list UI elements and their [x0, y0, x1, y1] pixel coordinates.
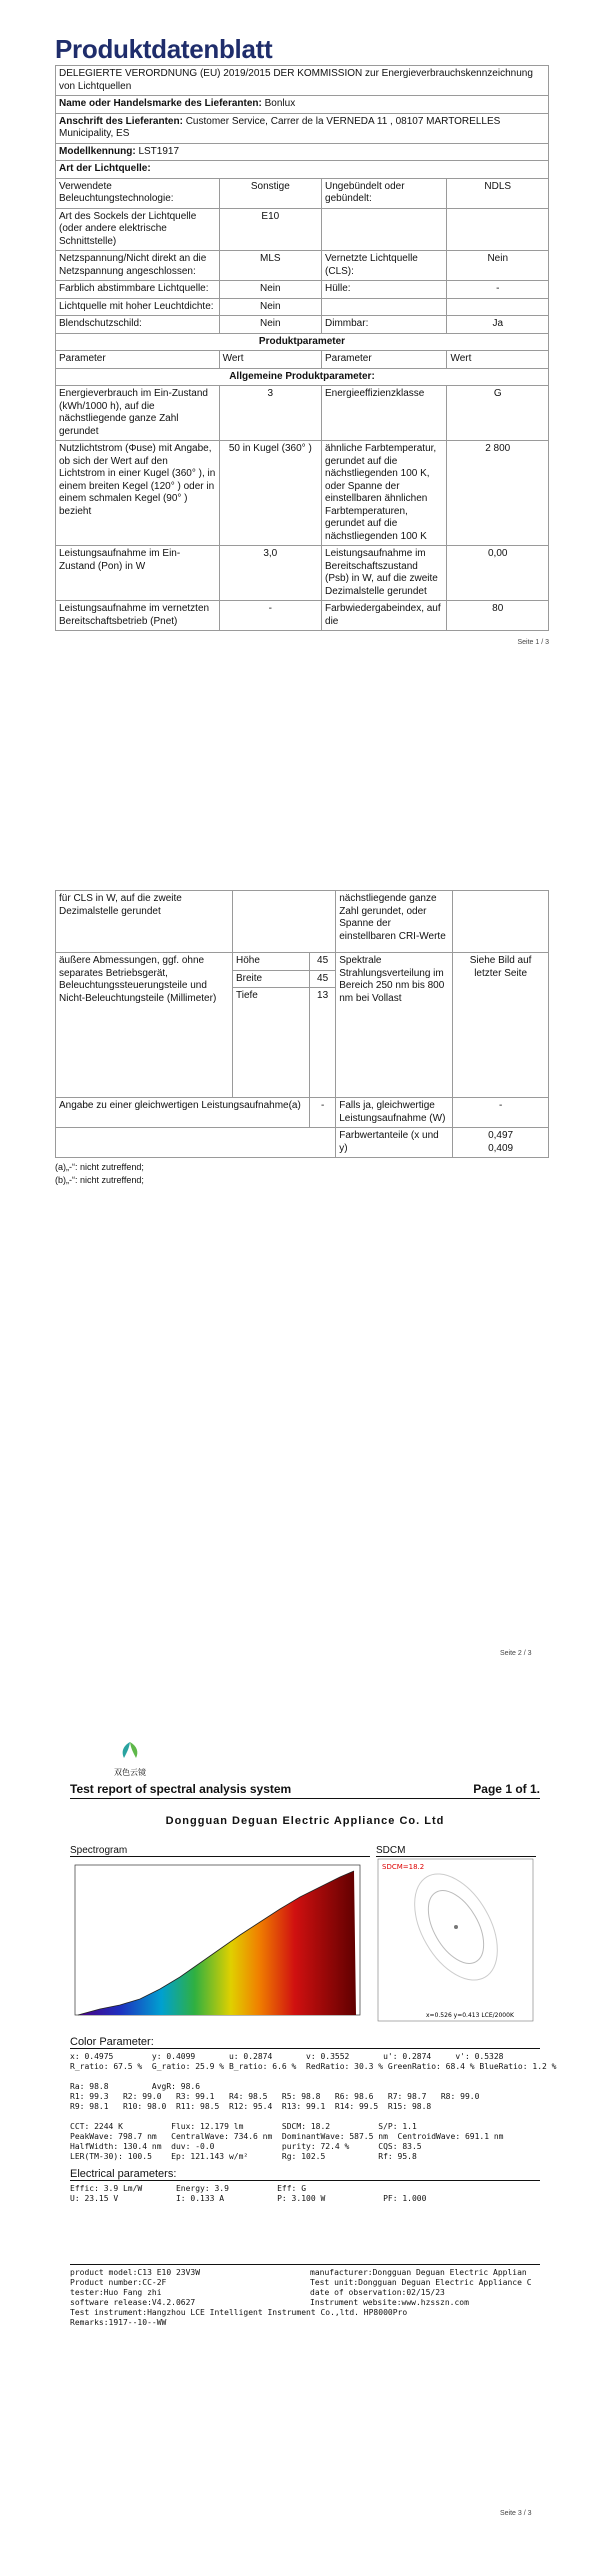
param-cell: ähnliche Farbtemperatur, gerundet auf die nächstliegenden 100 K, oder Spanne der einstellbaren ähnlichen Farbtemperaturen, gerundet auf die nächstliegenden 100 K [322, 441, 447, 546]
footer-right-line: date of observation:02/15/23 [310, 2288, 445, 2297]
page-of: Page 1 of 1. [473, 1782, 540, 1796]
regulation-text: DELEGIERTE VERORDNUNG (EU) 2019/2015 DER KOMMISSION zur Energieverbrauchskennzeichnung von Lichtquellen [56, 66, 549, 96]
page-3 [70, 1740, 557, 2328]
spectral-label: Spektrale Strahlungsverteilung im Bereich 250 nm bis 800 nm bei Vollast [336, 953, 453, 1098]
dim-value: 13 [310, 988, 336, 1098]
type-label: Art der Lichtquelle: [56, 161, 549, 179]
dim-value: 45 [310, 970, 336, 988]
type-cell: Verwendete Beleuchtungstechnologie: [56, 178, 220, 208]
footer-left-line: Product number:CC-2F [70, 2278, 167, 2287]
color-param-line: HalfWidth: 130.4 nm duv: -0.0 purity: 72.4 % CQS: 83.5 [70, 2142, 422, 2151]
footer-right-line: Test unit:Dongguan Deguan Electric Appliance C [310, 2278, 532, 2287]
footer-left-line: Test instrument:Hangzhou LCE Intelligent Instrument Co.,ltd. HP8000Pro [70, 2308, 408, 2317]
type-cell: Blendschutzschild: [56, 316, 220, 334]
note-a: (a)„-“: nicht zutreffend; [55, 1162, 144, 1172]
param-cell: 80 [447, 601, 549, 631]
page-2 [55, 890, 549, 1187]
param-cell: - [219, 601, 321, 631]
footer-right-line: Instrument website:www.hzsszn.com [310, 2298, 469, 2307]
supplier-address-label: Anschrift des Lieferanten: [59, 115, 183, 127]
footer-left-line: software release:V4.2.0627 [70, 2298, 196, 2307]
type-cell: Ungebündelt oder gebündelt: [322, 178, 447, 208]
page-title: Produktdatenblatt [55, 34, 273, 64]
type-cell [447, 298, 549, 316]
type-cell: - [447, 281, 549, 299]
color-param-line: R1: 99.3 R2: 99.0 R3: 99.1 R4: 98.5 R5: 98.8 R6: 98.6 R7: 98.7 R8: 99.0 [70, 2092, 480, 2101]
footer-left-line: tester:Huo Fang zhi [70, 2288, 162, 2297]
color-param-line: CCT: 2244 K Flux: 12.179 lm SDCM: 18.2 S/P: 1.1 [70, 2122, 417, 2131]
param-cell: Farbwiedergabeindex, auf die [322, 601, 447, 631]
type-cell: Hülle: [322, 281, 447, 299]
param-cell: G [447, 386, 549, 441]
report-title: Test report of spectral analysis system [70, 1782, 292, 1796]
supplier-name: Bonlux [264, 98, 296, 109]
type-cell: Sonstige [219, 178, 321, 208]
color-param-line [70, 2072, 540, 2082]
col-header: Wert [219, 351, 321, 369]
yes-power-label: Falls ja, gleichwertige Leistungsaufnahme (W) [336, 1098, 453, 1128]
type-cell: Lichtquelle mit hoher Leuchtdichte: [56, 298, 220, 316]
param-cell: Leistungsaufnahme im Bereitschaftszustand (Psb) in W, auf die zweite Dezimalstelle gerundet [322, 546, 447, 601]
color-param-line: R_ratio: 67.5 % G_ratio: 25.9 % B_ratio: 6.6 % RedRatio: 30.3 % GreenRatio: 68.4 % BlueRatio: 1.2 % [70, 2062, 557, 2071]
company-name: Dongguan Deguan Electric Appliance Co. Ltd [165, 1815, 445, 1827]
sdcm-footer: x=0.526 y=0.413 LCE/2000K [426, 2012, 514, 2019]
type-cell: Farblich abstimmbare Lichtquelle: [56, 281, 220, 299]
footer-left-line: Remarks:1917--10--WW [70, 2318, 167, 2327]
model-label: Modellkennung: [59, 145, 136, 157]
color-param-line: LER(TM-30): 100.5 Ep: 121.143 w/m² Rg: 102.5 Rf: 95.8 [70, 2152, 417, 2161]
logo-text: 双色云镜 [114, 1768, 146, 1777]
page-number: Seite 2 / 3 [500, 1650, 532, 1657]
page-number: Seite 1 / 3 [517, 639, 549, 646]
page-number: Seite 3 / 3 [500, 2510, 532, 2517]
elec-param-line: U: 23.15 V I: 0.133 A P: 3.100 W PF: 1.000 [70, 2194, 427, 2203]
datasheet-table [55, 65, 549, 631]
chroma-value: 0,497 0,409 [453, 1128, 549, 1158]
type-cell [322, 298, 447, 316]
type-cell: E10 [219, 208, 321, 251]
cont-right: nächstliegende ganze Zahl gerundet, oder Spanne der einstellbaren CRI-Werte [336, 891, 453, 953]
logo-icon [115, 1740, 145, 1762]
company-logo [100, 1740, 160, 1778]
yes-power-value: - [453, 1098, 549, 1128]
col-header: Wert [447, 351, 549, 369]
type-cell: Art des Sockels der Lichtquelle (oder andere elektrische Schnittstelle) [56, 208, 220, 251]
supplier-address: Customer Service, Carrer de la VERNEDA 11 , 08107 MARTORELLES Municipality, ES [59, 115, 501, 139]
footer-left-line: product model:C13 E10 23V3W [70, 2268, 201, 2277]
dim-label: Breite [233, 970, 310, 988]
type-cell: Nein [447, 251, 549, 281]
outer-dims-label: äußere Abmessungen, ggf. ohne separates Betriebsgerät, Beleuchtungssteuerungsteile und Nicht-Beleuchtungsteile (Millimeter) [56, 953, 233, 1098]
param-cell: 3,0 [219, 546, 321, 601]
param-cell: Energieverbrauch im Ein-Zustand (kWh/1000 h), auf die nächstliegende ganze Zahl gerundet [56, 386, 220, 441]
type-cell [447, 208, 549, 251]
type-cell: Netzspannung/Nicht direkt an die Netzspannung angeschlossen: [56, 251, 220, 281]
color-param-line: PeakWave: 798.7 nm CentralWave: 734.6 nm DominantWave: 587.5 nm CentroidWave: 691.1 nm [70, 2132, 504, 2141]
type-cell: MLS [219, 251, 321, 281]
col-header: Parameter [322, 351, 447, 369]
col-header: Parameter [56, 351, 220, 369]
dim-label: Höhe [233, 953, 310, 971]
spectral-value: Siehe Bild auf letzter Seite [453, 953, 549, 1098]
param-cell: 2 800 [447, 441, 549, 546]
elec-param-line: Effic: 3.9 Lm/W Energy: 3.9 Eff: G [70, 2184, 307, 2193]
param-cell: 0,00 [447, 546, 549, 601]
cont-left: für CLS in W, auf die zweite Dezimalstelle gerundet [56, 891, 233, 953]
sdcm-label: SDCM [376, 1845, 406, 1856]
type-cell: Ja [447, 316, 549, 334]
param-cell: Leistungsaufnahme im vernetzten Bereitschaftsbetrieb (Pnet) [56, 601, 220, 631]
product-params-label: Produktparameter [56, 333, 549, 351]
spectrogram-chart [70, 1857, 370, 2027]
color-param-line [70, 2112, 540, 2122]
page-1 [55, 34, 549, 646]
type-cell: Nein [219, 316, 321, 334]
chroma-label: Farbwertanteile (x und y) [336, 1128, 453, 1158]
dim-label: Tiefe [233, 988, 310, 1098]
sdcm-chart [376, 1857, 536, 2027]
footer-right-line: manufacturer:Dongguan Deguan Electric Applian [310, 2268, 527, 2277]
param-cell: 3 [219, 386, 321, 441]
param-cell: Energieeffizienzklasse [322, 386, 447, 441]
color-param-label: Color Parameter: [70, 2036, 154, 2048]
equiv-label: Angabe zu einer gleichwertigen Leistungsaufnahme(a) [56, 1098, 310, 1128]
type-cell [322, 208, 447, 251]
model-id: LST1917 [138, 145, 180, 157]
supplier-name-label: Name oder Handelsmarke des Lieferanten: [59, 98, 262, 109]
type-cell: Nein [219, 281, 321, 299]
elec-label: Electrical parameters: [70, 2168, 177, 2180]
equiv-value: - [310, 1098, 336, 1128]
sdcm-inner-label: SDCM=18.2 [382, 1863, 425, 1871]
color-param-line: x: 0.4975 y: 0.4099 u: 0.2874 v: 0.3552 u': 0.2874 v': 0.5328 [70, 2052, 504, 2061]
type-cell: Vernetzte Lichtquelle (CLS): [322, 251, 447, 281]
param-cell: Leistungsaufnahme im Ein-Zustand (Pon) in W [56, 546, 220, 601]
param-cell: Nutzlichtstrom (Φuse) mit Angabe, ob sich der Wert auf den Lichtstrom in einer Kugel (360° ), in einem breiten Kegel (120° ) oder in einem schmalen Kegel (90° ) bezieht [56, 441, 220, 546]
type-cell: Dimmbar: [322, 316, 447, 334]
type-cell: NDLS [447, 178, 549, 208]
param-cell: 50 in Kugel (360° ) [219, 441, 321, 546]
general-params-label: Allgemeine Produktparameter: [56, 368, 549, 386]
datasheet-table-continued [55, 890, 549, 1158]
color-param-line: R9: 98.1 R10: 98.0 R11: 98.5 R12: 95.4 R13: 99.1 R14: 99.5 R15: 98.8 [70, 2102, 432, 2111]
color-param-line: Ra: 98.8 AvgR: 98.6 [70, 2082, 201, 2091]
spectrogram-label: Spectrogram [70, 1845, 128, 1856]
type-cell: Nein [219, 298, 321, 316]
dim-value: 45 [310, 953, 336, 971]
note-b: (b)„-“: nicht zutreffend; [55, 1175, 144, 1185]
